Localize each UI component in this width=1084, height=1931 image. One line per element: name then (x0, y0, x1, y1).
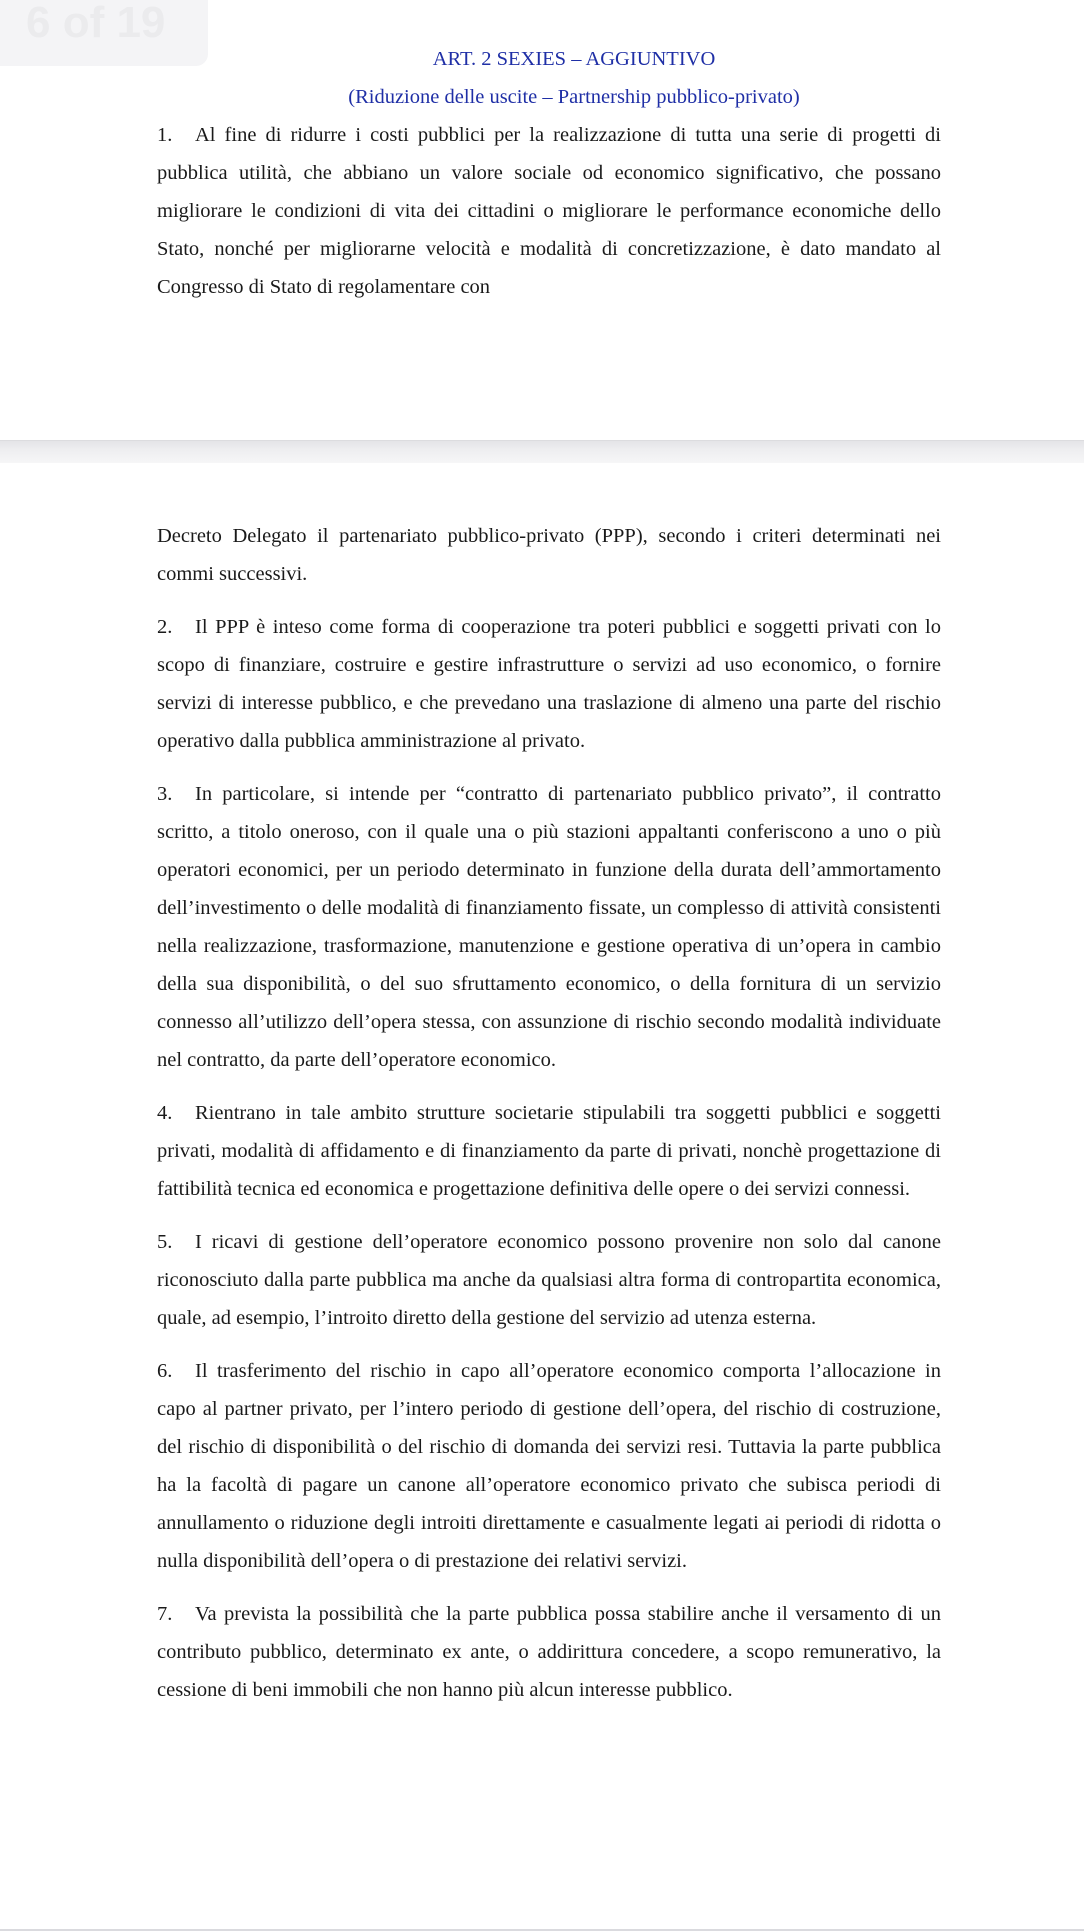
paragraph-text: Va prevista la possibilità che la parte pubblica possa stabilire anche il versamento di un contributo pubblico, determinato ex ante, o addirittura concedere, a scopo remunerativo, la cessione di beni immobili che non hanno più alcun interesse pubblico. (157, 1603, 941, 1701)
paragraph-text: Al fine di ridurre i costi pubblici per la realizzazione di tutta una serie di progetti di pubblica utilità, che abbiano un valore sociale od economico significativo, che possano migliorare le condizioni di vita dei cittadini o migliorare le performance economiche dello Stato, nonché per migliorarne velocità e modalità di concretizzazione, è dato mandato al Congresso di Stato di regolamentare con (157, 124, 941, 298)
paragraph-number: 3. (157, 783, 173, 805)
paragraph-1-continuation: Decreto Delegato il partenariato pubblico-privato (PPP), secondo i criteri determinati nei commi successivi. (157, 525, 941, 585)
paragraph-number: 2. (157, 616, 173, 638)
page-counter: 6 of 19 (0, 0, 208, 66)
paragraph-text: I ricavi di gestione dell’operatore economico possono provenire non solo dal canone riconosciuto dalla parte pubblica ma anche da qualsiasi altra forma di contropartita economica, quale, ad esempio, l’introito diretto della gestione del servizio ad utenza esterna. (157, 1231, 941, 1329)
document-page-bottom (0, 517, 1084, 1724)
article-title: ART. 2 SEXIES – AGGIUNTIVO (432, 48, 716, 70)
page-separator (0, 440, 1084, 463)
paragraph-4 (157, 1094, 941, 1208)
paragraph-5 (157, 1223, 941, 1337)
paragraph-text: Il trasferimento del rischio in capo all’operatore economico comporta l’allocazione in capo al partner privato, per l’intero periodo di gestione dell’opera, del rischio di costruzione, del rischio di disponibilità o del rischio di domanda dei servizi resi. Tuttavia la parte pubblica ha la facoltà di pagare un canone all’operatore economico privato che subisca periodi di annullamento o riduzione degli introiti direttamente e casualmente legati ai periodi di ridotta o nulla disponibilità dell’opera o di prestazione dei relativi servizi. (157, 1360, 941, 1572)
paragraph-number: 7. (157, 1603, 173, 1625)
paragraph-3 (157, 775, 941, 1079)
paragraph-7 (157, 1595, 941, 1709)
paragraph-number: 4. (157, 1102, 173, 1124)
article-subtitle: (Riduzione delle uscite – Partnership pubblico-privato) (348, 86, 800, 108)
paragraph-text: Rientrano in tale ambito strutture societarie stipulabili tra soggetti pubblici e soggetti privati, modalità di affidamento e di finanziamento da parte di privati, nonchè progettazione di fattibilità tecnica ed economica e progettazione definitiva delle opere o dei servizi connessi. (157, 1102, 941, 1200)
paragraph-2 (157, 608, 941, 760)
document-page-top (0, 40, 1084, 321)
paragraph-text: In particolare, si intende per “contratto di partenariato pubblico privato”, il contratto scritto, a titolo oneroso, con il quale una o più stazioni appaltanti conferiscono a uno o più operatori economici, per un periodo determinato in funzione della durata dell’ammortamento dell’investimento o delle modalità di finanziamento fissate, un complesso di attività consistenti nella realizzazione, trasformazione, manutenzione e gestione operativa di un’opera in cambio della sua disponibilità, o del suo sfruttamento economico, o della fornitura di un servizio connesso all’utilizzo dell’opera stessa, con assunzione di rischio secondo modalità individuate nel contratto, da parte dell’operatore economico. (157, 783, 941, 1071)
paragraph-number: 6. (157, 1360, 173, 1382)
paragraph-number: 1. (157, 124, 173, 146)
paragraph-number: 5. (157, 1231, 173, 1253)
paragraph-6 (157, 1352, 941, 1580)
paragraph-1 (157, 116, 941, 306)
paragraph-text: Il PPP è inteso come forma di cooperazione tra poteri pubblici e soggetti privati con lo scopo di finanziare, costruire e gestire infrastrutture o servizi ad uso economico, o fornire servizi di interesse pubblico, e che prevedano una traslazione di almeno una parte del rischio operativo dalla pubblica amministrazione al privato. (157, 616, 941, 752)
